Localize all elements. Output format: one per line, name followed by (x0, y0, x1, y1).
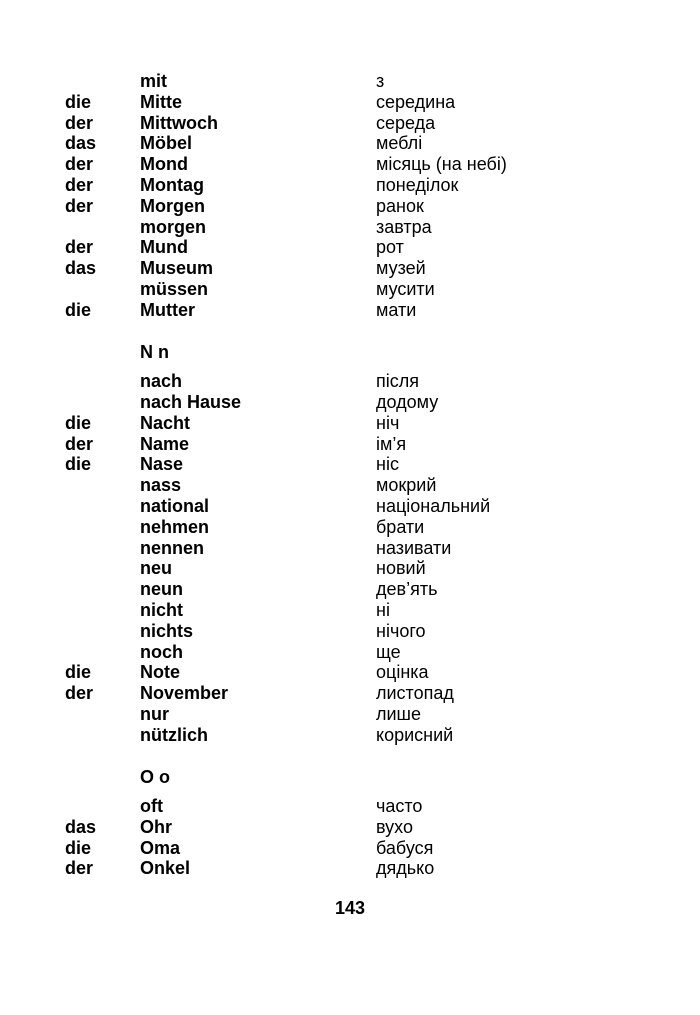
entry-word: November (140, 683, 229, 704)
vocabulary-entry (0, 258, 700, 279)
vocabulary-entry (0, 392, 700, 413)
entry-article: das (65, 816, 97, 837)
vocabulary-entry (0, 579, 700, 600)
vocabulary-entry (0, 154, 700, 175)
vocabulary-entry (0, 237, 700, 258)
entry-article: der (65, 683, 94, 704)
vocabulary-entry (0, 371, 700, 392)
entry-translation: з (376, 71, 385, 91)
vocabulary-entry (0, 300, 700, 321)
entry-translation: брати (376, 516, 425, 537)
vocabulary-entry (0, 113, 700, 134)
entry-word: Oma (140, 837, 181, 858)
entry-translation: ніч (376, 412, 400, 433)
vocabulary-entry (0, 71, 700, 92)
entry-translation: називати (376, 537, 452, 558)
entry-translation: додому (376, 391, 439, 412)
entry-word: Mitte (140, 91, 182, 112)
entry-translation: дев’ять (376, 579, 438, 600)
vocabulary-entry (0, 175, 700, 196)
entry-translation: завтра (376, 216, 432, 237)
vocabulary-entry (0, 600, 700, 621)
vocabulary-entry (0, 642, 700, 663)
entry-translation: середина (376, 91, 456, 112)
entry-word: Mond (140, 154, 188, 175)
entry-word: nach (140, 371, 183, 392)
entry-article: der (65, 237, 94, 258)
entry-translation: вухо (376, 816, 413, 837)
entry-article: die (65, 299, 92, 320)
entry-translation: ніс (376, 454, 399, 475)
vocabulary-entry (0, 279, 700, 300)
vocabulary-entry (0, 838, 700, 859)
entry-word: Mittwoch (140, 112, 218, 133)
entry-word: nicht (140, 599, 183, 620)
entry-translation: корисний (376, 724, 454, 745)
entry-word: nützlich (140, 724, 208, 745)
entry-word: Montag (140, 175, 204, 195)
vocabulary-entry (0, 683, 700, 704)
vocabulary-entry (0, 133, 700, 154)
entry-article: die (65, 662, 92, 683)
vocabulary-entry (0, 413, 700, 434)
entry-article: das (65, 133, 97, 154)
vocabulary-entry (0, 725, 700, 746)
page-number: 143 (334, 898, 366, 918)
entry-translation: листопад (376, 683, 454, 704)
vocabulary-entry (0, 538, 700, 559)
vocabulary-entry (0, 454, 700, 475)
entry-word: mit (140, 71, 167, 91)
entry-word: oft (140, 796, 163, 816)
entry-translation: понеділок (376, 175, 459, 195)
vocabulary-entry (0, 858, 700, 879)
entry-word: nach Hause (140, 391, 242, 412)
entry-translation: місяць (на небі) (376, 154, 507, 175)
entry-translation: середа (376, 112, 436, 133)
entry-word: Nase (140, 454, 184, 475)
entry-word: Nacht (140, 412, 191, 433)
entry-translation: рот (376, 237, 404, 258)
vocabulary-entry (0, 496, 700, 517)
entry-article: der (65, 175, 94, 195)
entry-word: nehmen (140, 516, 210, 537)
entry-article: die (65, 412, 92, 433)
entry-article: die (65, 837, 92, 858)
vocabulary-entry (0, 196, 700, 217)
vocabulary-entry (0, 621, 700, 642)
entry-translation: національний (376, 495, 491, 516)
entry-word: Onkel (140, 858, 191, 879)
section-header: N n (140, 342, 169, 363)
entry-article: das (65, 258, 97, 279)
entry-word: nur (140, 703, 169, 724)
entry-article: die (65, 91, 92, 112)
entry-article: der (65, 112, 94, 133)
vocabulary-entry (0, 475, 700, 496)
vocabulary-entry (0, 704, 700, 725)
entry-word: morgen (140, 216, 207, 237)
entry-word: Morgen (140, 195, 205, 216)
entry-word: nass (140, 475, 182, 496)
entry-translation: оцінка (376, 662, 429, 683)
entry-word: Mund (140, 237, 188, 258)
entry-translation: меблі (376, 133, 423, 154)
entry-translation: ім’я (376, 433, 407, 454)
entry-translation: ранок (376, 195, 424, 216)
entry-word: noch (140, 641, 183, 662)
vocabulary-entry (0, 817, 700, 838)
entry-translation: нічого (376, 620, 426, 641)
vocabulary-entry (0, 796, 700, 817)
entry-article: der (65, 195, 94, 216)
entry-word: Note (140, 662, 180, 683)
section-header: O o (140, 767, 170, 787)
entry-translation: мокрий (376, 475, 437, 496)
entry-article: die (65, 454, 92, 475)
vocabulary-entry (0, 434, 700, 455)
entry-word: Möbel (140, 133, 192, 154)
vocabulary-entry (0, 92, 700, 113)
entry-translation: мусити (376, 279, 435, 299)
entry-word: national (140, 495, 210, 516)
vocabulary-entry (0, 558, 700, 579)
entry-translation: бабуся (376, 837, 434, 858)
entry-word: Name (140, 433, 190, 454)
entry-word: Museum (140, 258, 214, 279)
entry-translation: ще (376, 641, 401, 662)
entry-translation: часто (376, 796, 423, 816)
entry-translation: після (376, 371, 419, 392)
entry-word: nichts (140, 620, 194, 641)
entry-article: der (65, 858, 94, 879)
entry-translation: лише (376, 703, 422, 724)
entry-word: neu (140, 558, 173, 579)
entry-article: der (65, 154, 94, 175)
entry-article: der (65, 433, 94, 454)
entry-translation: ні (376, 599, 390, 620)
vocabulary-entry (0, 662, 700, 683)
vocabulary-entry (0, 217, 700, 238)
entry-translation: музей (376, 258, 426, 279)
entry-word: neun (140, 579, 183, 600)
entry-word: Ohr (140, 816, 173, 837)
entry-word: Mutter (140, 299, 195, 320)
entry-word: nennen (140, 537, 205, 558)
entry-translation: дядько (376, 858, 435, 879)
entry-translation: новий (376, 558, 426, 579)
entry-translation: мати (376, 299, 417, 320)
vocabulary-entry (0, 517, 700, 538)
entry-word: müssen (140, 279, 209, 299)
